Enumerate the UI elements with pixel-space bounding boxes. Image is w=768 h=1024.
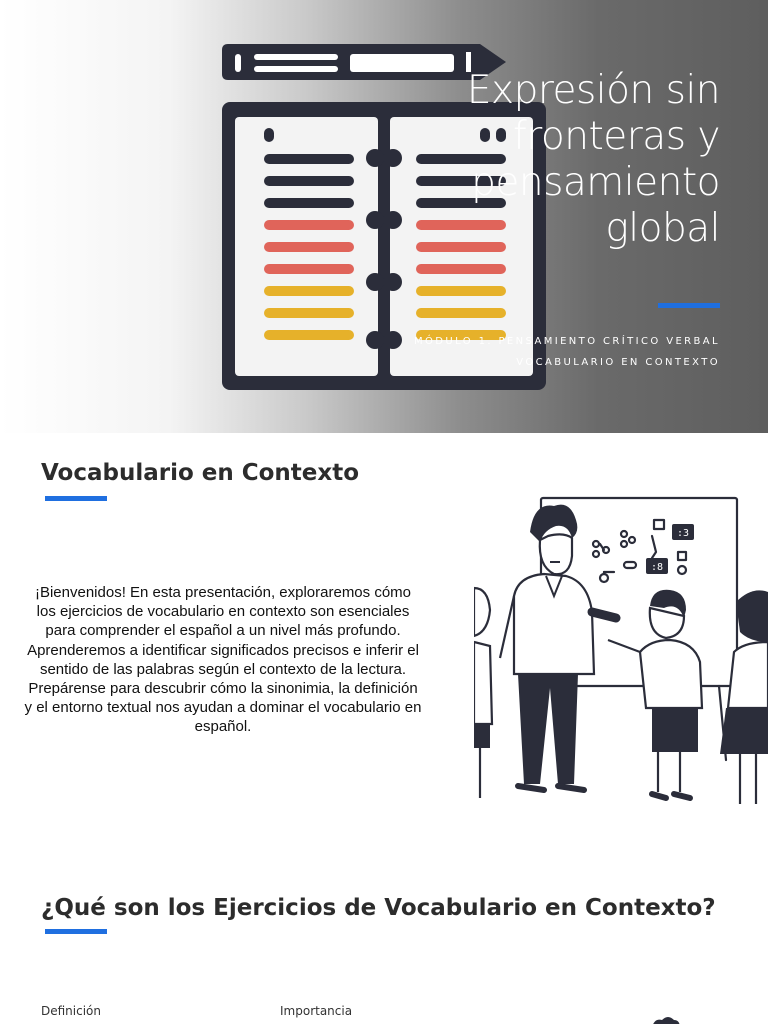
student-left-figure xyxy=(474,588,492,798)
slide3-accent-bar xyxy=(45,929,107,934)
slide2-accent-bar xyxy=(45,496,107,501)
decorative-figure-icon xyxy=(648,1014,682,1024)
board-label-3: :3 xyxy=(676,528,690,539)
teacher-figure xyxy=(500,505,616,790)
title-accent-bar xyxy=(658,303,720,308)
classroom-illustration xyxy=(474,492,768,814)
importance-column-label: Importancia xyxy=(280,1004,353,1018)
slide2-title: Vocabulario en Contexto xyxy=(41,460,360,486)
slide3-title: ¿Qué son los Ejercicios de Vocabulario en Contexto? xyxy=(41,895,716,921)
topic-subtitle: VOCABULARIO EN CONTEXTO xyxy=(516,357,720,368)
module-subtitle: MÓDULO 1. PENSAMIENTO CRÍTICO VERBAL xyxy=(414,336,720,347)
student-boy-figure xyxy=(608,590,702,798)
student-girl-figure xyxy=(720,590,768,804)
board-label-8: :8 xyxy=(650,562,664,573)
definition-column-label: Definición xyxy=(41,1004,101,1018)
presentation-title: Expresión sin fronteras y pensamiento global xyxy=(466,68,720,251)
slide2-intro-text: ¡Bienvenidos! En esta presentación, exploraremos cómo los ejercicios de vocabulario en contexto son esenciales para comprender el español a un nivel más profundo. Aprenderemos a identificar significados precisos e inferir el sentido de las palabras según el contexto de la lectura. Prepárense para descubrir cómo la sinonimia, la definición y el entorno textual nos ayudan a dominar el vocabulario en español. xyxy=(24,584,422,736)
title-slide xyxy=(0,0,768,433)
